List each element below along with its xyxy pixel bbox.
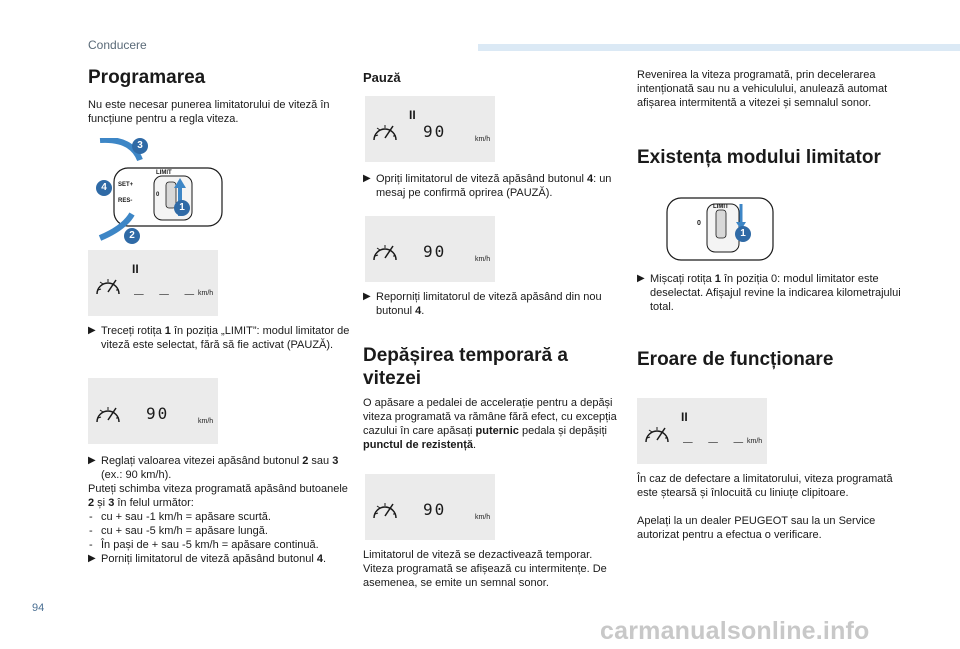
dash-item: - În pași de + sau -5 km/h = apăsare continuă. xyxy=(89,539,319,551)
pause-symbol: II xyxy=(132,262,139,276)
step-stop-limiter: ▶ Opriți limitatorul de viteză apăsând butonul 4: un mesaj pe confirmă oprirea (PAUZĂ). xyxy=(363,173,612,199)
step-deselect-limiter: ▶ Mișcați rotița 1 în poziția 0: modul limitator este deselectat. Afișajul revine la indicarea kilometrajului total. xyxy=(637,273,901,313)
dash-item: - cu + sau -5 km/h = apăsare lungă. xyxy=(89,525,268,537)
limiter-mode-title: Existența modului limitator xyxy=(637,147,881,168)
display-dashes: _ _ _ xyxy=(134,276,198,295)
lever-callout-3: 3 xyxy=(132,138,148,154)
step-start-limiter: ▶ Porniți limitatorul de viteză apăsând butonul 4. xyxy=(88,553,327,565)
display-pause-90 xyxy=(365,96,495,162)
display-speed-90 xyxy=(365,474,495,540)
speedometer-icon xyxy=(365,216,405,282)
change-speed-para: Puteți schimba viteza programată apăsând butoanele 2 și 3 în felul următor: xyxy=(88,483,348,509)
adjust-speed-block xyxy=(88,454,350,566)
pause-title: Pauză xyxy=(363,70,401,85)
lever-drawing xyxy=(661,190,777,270)
arrow-bullet-icon: ▶ xyxy=(88,553,96,564)
malfunction-para: În caz de defectare a limitatorului, viteza programată este ștearsă și înlocuită cu liniuțe clipitoare. xyxy=(637,473,893,499)
lever-callout-4: 4 xyxy=(96,180,112,196)
overspeed-para: O apăsare a pedalei de accelerație pentru a depăși viteza programată va rămâne fără efect, cu excepția cazului în care apăsați puternic pedala și depășiți punctul de rezistență. xyxy=(363,397,617,451)
step-select-limit: ▶ Treceți rotița 1 în poziția „LIMIT”: modul limitator de viteză este selectat, fără să fie activat (PAUZĂ). xyxy=(88,325,350,351)
display-speed-90 xyxy=(365,216,495,282)
limiter-lever-illustration xyxy=(661,190,777,270)
arrow-bullet-icon: ▶ xyxy=(363,291,371,302)
speedometer-icon xyxy=(88,378,128,444)
watermark-text: carmanualsonline.info xyxy=(600,617,870,645)
display-speed: 90 xyxy=(146,404,170,423)
step-restart-limiter: ▶ Reporniți limitatorul de viteză apăsând din nou butonul 4. xyxy=(363,291,602,317)
pause-symbol: II xyxy=(681,410,688,424)
programming-title: Programarea xyxy=(88,67,206,88)
display-dashes: _ _ _ xyxy=(683,424,747,443)
display-speed-90 xyxy=(88,378,218,444)
display-malfunction xyxy=(637,398,767,464)
display-unit: km/h xyxy=(475,136,491,143)
malfunction-title: Eroare de funcționare xyxy=(637,349,834,370)
speedometer-icon xyxy=(637,398,677,464)
display-unit: km/h xyxy=(475,514,491,521)
header-bar xyxy=(478,44,960,51)
display-speed: 90 xyxy=(423,500,447,519)
arrow-bullet-icon: ▶ xyxy=(88,325,96,336)
return-speed-para: Revenirea la viteza programată, prin decelerarea intenționată sau nu a vehiculului, anulează automat afișarea intermitentă a vitezei și semnalul sonor. xyxy=(637,69,888,109)
display-speed: 90 xyxy=(423,122,447,141)
lever-label-zero: 0 xyxy=(156,192,160,198)
deactivation-para: Limitatorul de viteză se dezactivează temporar. Viteza programată se afișează cu intermitențe. De asemenea, se emite un semnal sonor. xyxy=(363,549,607,589)
display-unit: km/h xyxy=(475,256,491,263)
speed-limiter-lever-illustration xyxy=(94,138,230,248)
display-unit: km/h xyxy=(747,438,763,445)
lever-label-res: RES- xyxy=(118,198,133,204)
lever-label-limit: LIMIT xyxy=(156,170,172,176)
dealer-para: Apelați la un dealer PEUGEOT sau la un Service autorizat pentru a efectua o verificare. xyxy=(637,515,876,541)
lever-callout-2: 2 xyxy=(124,228,140,244)
display-pause-dashes xyxy=(88,250,218,316)
display-unit: km/h xyxy=(198,290,214,297)
step-adjust-speed: ▶ Reglați valoarea vitezei apăsând butonul 2 sau 3 (ex.: 90 km/h). xyxy=(88,455,339,481)
programming-intro: Nu este necesar punerea limitatorului de viteză în funcțiune pentru a regla viteza. xyxy=(88,99,330,125)
display-unit: km/h xyxy=(198,418,214,425)
lever-drawing xyxy=(94,138,230,248)
speedometer-icon xyxy=(88,250,128,316)
lever-label-zero: 0 xyxy=(697,220,701,227)
lever-callout-1: 1 xyxy=(735,226,751,242)
speedometer-icon xyxy=(365,96,405,162)
speedometer-icon xyxy=(365,474,405,540)
arrow-bullet-icon: ▶ xyxy=(637,273,645,284)
lever-label-limit: LIMIT xyxy=(713,204,729,210)
overspeed-title: Depășirea temporară a vitezei xyxy=(363,345,568,389)
lever-label-set: SET+ xyxy=(118,182,134,188)
dash-item: - cu + sau -1 km/h = apăsare scurtă. xyxy=(89,511,271,523)
lever-callout-1: 1 xyxy=(174,200,190,216)
arrow-bullet-icon: ▶ xyxy=(88,455,96,466)
display-speed: 90 xyxy=(423,242,447,261)
arrow-bullet-icon: ▶ xyxy=(363,173,371,184)
pause-symbol: II xyxy=(409,108,416,122)
section-header: Conducere xyxy=(88,38,147,52)
page-number: 94 xyxy=(32,602,45,614)
